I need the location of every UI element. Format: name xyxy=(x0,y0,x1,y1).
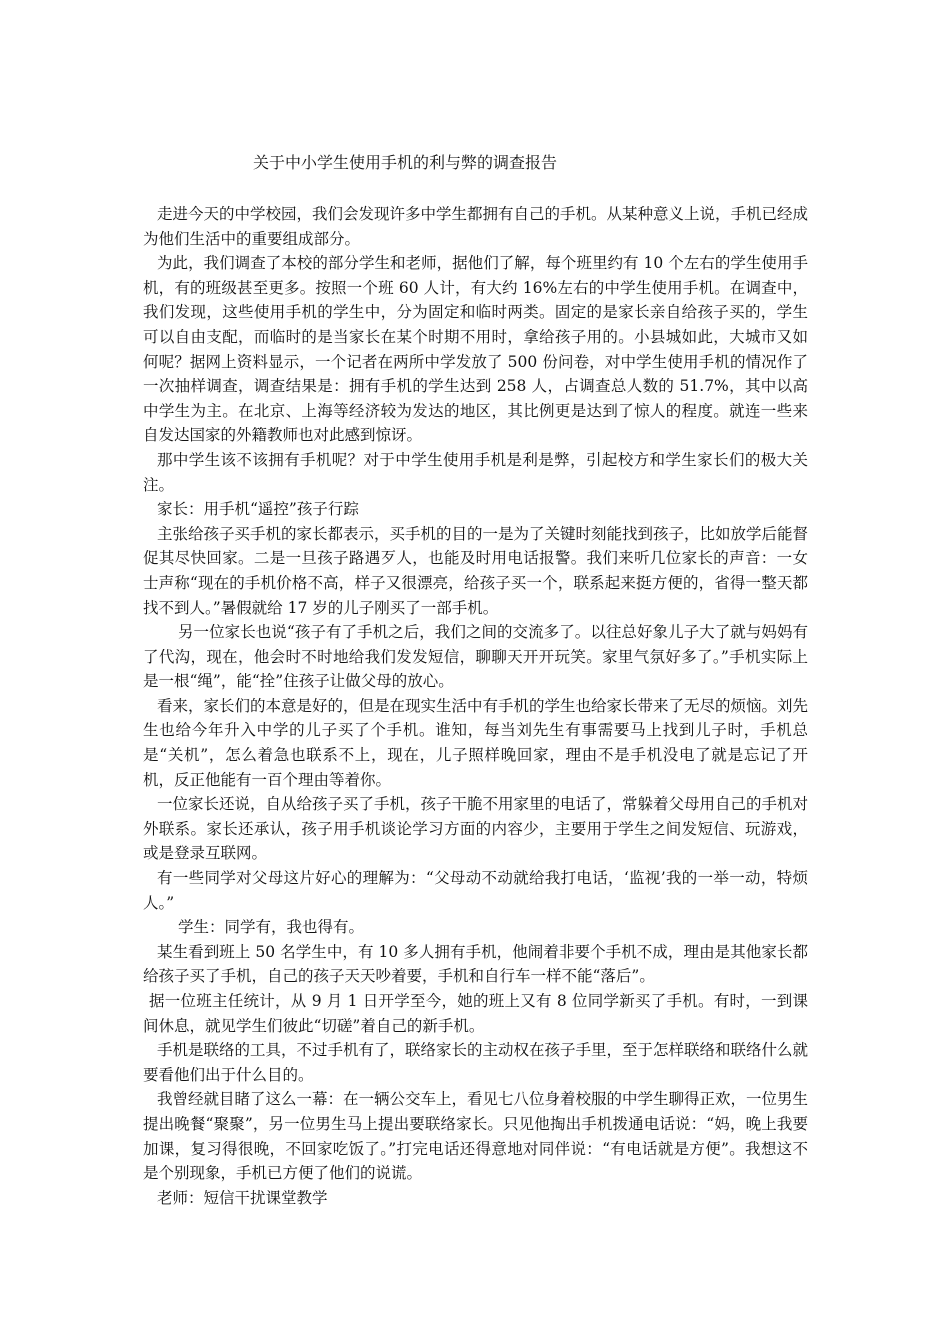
paragraph: 那中学生该不该拥有手机呢？对于中学生使用手机是利是弊，引起校方和学生家长们的极大关注。 xyxy=(143,450,808,494)
paragraph: 我曾经就目睹了这么一幕：在一辆公交车上，看见七八位身着校服的中学生聊得正欢，一位男生提出晚餐“聚聚”，另一位男生马上提出要联络家长。只见他掏出手机拨通电话说：“妈，晚上我要加课，复习得很晚，不回家吃饭了。”打完电话还得意地对同伴说：“有电话就是方便”。我想这不是个别现象，手机已方便了他们的说谎。 xyxy=(143,1090,809,1183)
section-heading-parents: 家长：用手机“遥控”孩子行踪 xyxy=(157,500,359,519)
paragraph: 手机是联络的工具，不过手机有了，联络家长的主动权在孩子手里，至于怎样联络和联络什么就要看他们出于什么目的。 xyxy=(143,1041,809,1084)
paragraph: 一位家长还说，自从给孩子买了手机，孩子干脆不用家里的电话了，常躲着父母用自己的手机对外联系。家长还承认，孩子用手机谈论学习方面的内容少，主要用于学生之间发短信、玩游戏，或是登录互联网。 xyxy=(143,795,809,863)
paragraph: 为此，我们调查了本校的部分学生和老师，据他们了解，每个班里约有 10 个左右的学生使用手机，有的班级甚至更多。按照一个班 60 人计，有大约 16%左右的中学生使用手机。在调查中，我们发现，这些使用手机的学生中，分为固定和临时两类。固定的是家长亲自给孩子买的，学生可以自由支配，而临时的是当家长在某个时期不用时，拿给孩子用的。小县城如此，大城市又如何呢？据网上资料显示，一个记者在两所中学发放了 500 份问卷，对中学生使用手机的情况作了一次抽样调查，调查结果是：拥有手机的学生达到 258 人，占调查总人数的 51.7%，其中以高中学生为主。在北京、上海等经济较为发达的地区，其比例更是达到了惊人的程度。就连一些来自发达国家的外籍教师也对此感到惊讶。 xyxy=(143,254,808,445)
paragraph: 有一些同学对父母这片好心的理解为：“父母动不动就给我打电话，‘监视’我的一举一动，特烦人。” xyxy=(143,869,808,912)
section-heading-students: 学生：同学有，我也得有。 xyxy=(178,918,365,937)
paragraph: 看来，家长们的本意是好的，但是在现实生活中有手机的学生也给家长带来了无尽的烦恼。刘先生也给今年升入中学的儿子买了个手机。谁知，每当刘先生有事需要马上找到儿子时，手机总是“关机”，怎么着急也联系不上，现在，儿子照样晚回家，理由不是手机没电了就是忘记了开机，反正他能有一百个理由等着你。 xyxy=(143,696,809,789)
paragraph: 主张给孩子买手机的家长都表示，买手机的目的一是为了关键时刻能找到孩子，比如放学后能督促其尽快回家。二是一旦孩子路遇歹人，也能及时用电话报警。我们来听几位家长的声音：一女士声称“现在的手机价格不高，样子又很漂亮，给孩子买一个，联系起来挺方便的，省得一整天都找不到人。”暑假就给 17 岁的儿子刚买了一部手机。 xyxy=(143,524,809,617)
section-heading-teachers: 老师：短信干扰课堂教学 xyxy=(157,1188,328,1207)
paragraph: 另一位家长也说“孩子有了手机之后，我们之间的交流多了。以往总好象儿子大了就与妈妈有了代沟，现在，他会时不时地给我们发发短信，聊聊天开开玩笑。家里气氛好多了。”手机实际上是一根“绳”，能“拴”住孩子让做父母的放心。 xyxy=(143,623,808,691)
paragraph: 某生看到班上 50 名学生中，有 10 多人拥有手机，他闹着非要个手机不成，理由是其他家长都给孩子买了手机，自己的孩子天天吵着要，手机和自行车一样不能“落后”。 xyxy=(143,942,808,986)
paragraph: 据一位班主任统计，从 9 月 1 日开学至今，她的班上又有 8 位同学新买了手机。有时，一到课间休息，就见学生们彼此“切磋”着自己的新手机。 xyxy=(143,992,808,1035)
document-title: 关于中小学生使用手机的利与弊的调查报告 xyxy=(253,153,558,172)
document-body xyxy=(143,202,808,1210)
paragraph: 走进今天的中学校园，我们会发现许多中学生都拥有自己的手机。从某种意义上说，手机已经成为他们生活中的重要组成部分。 xyxy=(143,205,809,248)
